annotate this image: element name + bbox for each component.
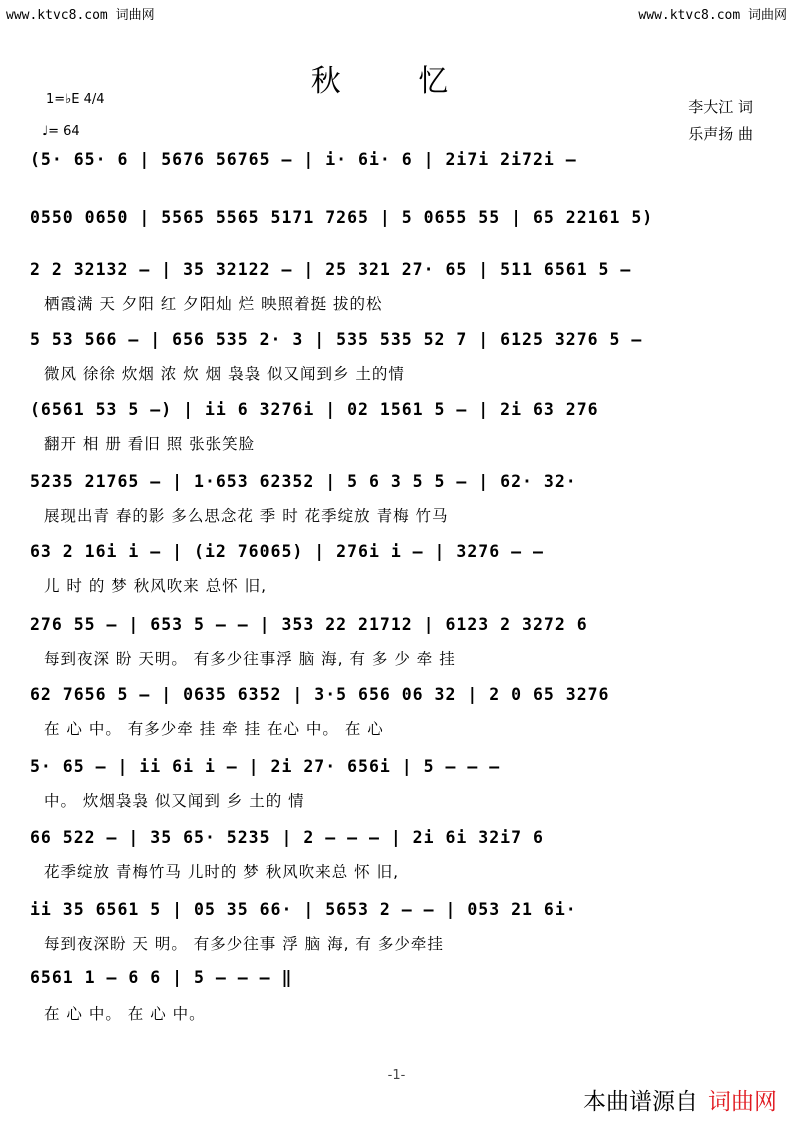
- lyrics-line: 每到夜深 盼 天明。 有多少往事浮 脑 海, 有 多 少 牵 挂: [44, 650, 456, 668]
- notation-line: (6561 53 5 –) | ii 6 3276i | 02 1561 5 – | 2i 63 276: [30, 400, 599, 419]
- notation-line: 0550 0650 | 5565 5565 5171 7265 | 5 0655 55 | 65 22161 5): [30, 208, 654, 227]
- source-brand: 词曲网: [708, 1089, 777, 1115]
- lyrics-line: 每到夜深盼 天 明。 有多少往事 浮 脑 海, 有 多少牵挂: [44, 935, 444, 953]
- notation-line: ii 35 6561 5 | 05 35 66· | 5653 2 – – | 053 21 6i·: [30, 900, 577, 919]
- notation-line: 5 53 566 – | 656 535 2· 3 | 535 535 52 7 | 6125 3276 5 –: [30, 330, 643, 349]
- watermark-right: www.ktvc8.com 词曲网: [638, 8, 787, 23]
- lyrics-line: 儿 时 的 梦 秋风吹来 总怀 旧,: [44, 577, 267, 595]
- lyrics-line: 在 心 中。 有多少牵 挂 牵 挂 在心 中。 在 心: [44, 720, 384, 738]
- lyrics-line: 花季绽放 青梅竹马 儿时的 梦 秋风吹来总 怀 旧,: [44, 863, 399, 881]
- notation-line: 66 522 – | 35 65· 5235 | 2 – – – | 2i 6i 32i7 6: [30, 828, 544, 847]
- source-credit: [583, 1083, 777, 1116]
- tempo-marking: ♩= 64: [42, 124, 80, 139]
- notation-line: 5· 65 – | ii 6i i – | 2i 27· 656i | 5 – – –: [30, 757, 501, 776]
- lyrics-line: 在 心 中。 在 心 中。: [44, 1005, 206, 1023]
- page-number: -1-: [387, 1068, 406, 1083]
- watermark-left: www.ktvc8.com 词曲网: [6, 8, 155, 23]
- song-title: 秋 忆: [310, 64, 483, 99]
- lyrics-line: 翻开 相 册 看旧 照 张张笑脸: [44, 435, 256, 453]
- notation-line: 6561 1 – 6 6 | 5 – – – ‖: [30, 968, 293, 987]
- lyrics-line: 栖霞满 天 夕阳 红 夕阳灿 烂 映照着挺 拔的松: [44, 295, 383, 313]
- lyricist-credit: 李大江 词: [688, 98, 753, 116]
- composer-credit: 乐声扬 曲: [688, 125, 753, 143]
- lyrics-line: 中。 炊烟袅袅 似又闻到 乡 土的 情: [44, 792, 305, 810]
- key-signature: 1=♭E 4/4: [46, 92, 105, 107]
- lyrics-line: 展现出青 春的影 多么思念花 季 时 花季绽放 青梅 竹马: [44, 507, 449, 525]
- notation-line: 276 55 – | 653 5 – – | 353 22 21712 | 6123 2 3272 6: [30, 615, 588, 634]
- notation-line: (5· 65· 6 | 5676 56765 – | i· 6i· 6 | 2i7i 2i72i –: [30, 150, 577, 169]
- source-prefix: 本曲谱源自: [583, 1089, 698, 1115]
- notation-line: 2 2 32132 – | 35 32122 – | 25 321 27· 65 | 511 6561 5 –: [30, 260, 632, 279]
- lyrics-line: 微风 徐徐 炊烟 浓 炊 烟 袅袅 似又闻到乡 土的情: [44, 365, 405, 383]
- notation-line: 62 7656 5 – | 0635 6352 | 3·5 656 06 32 | 2 0 65 3276: [30, 685, 610, 704]
- notation-line: 5235 21765 – | 1·653 62352 | 5 6 3 5 5 – | 62· 32·: [30, 472, 577, 491]
- notation-line: 63 2 16i i – | (i2 76065) | 276i i – | 3276 – –: [30, 542, 544, 561]
